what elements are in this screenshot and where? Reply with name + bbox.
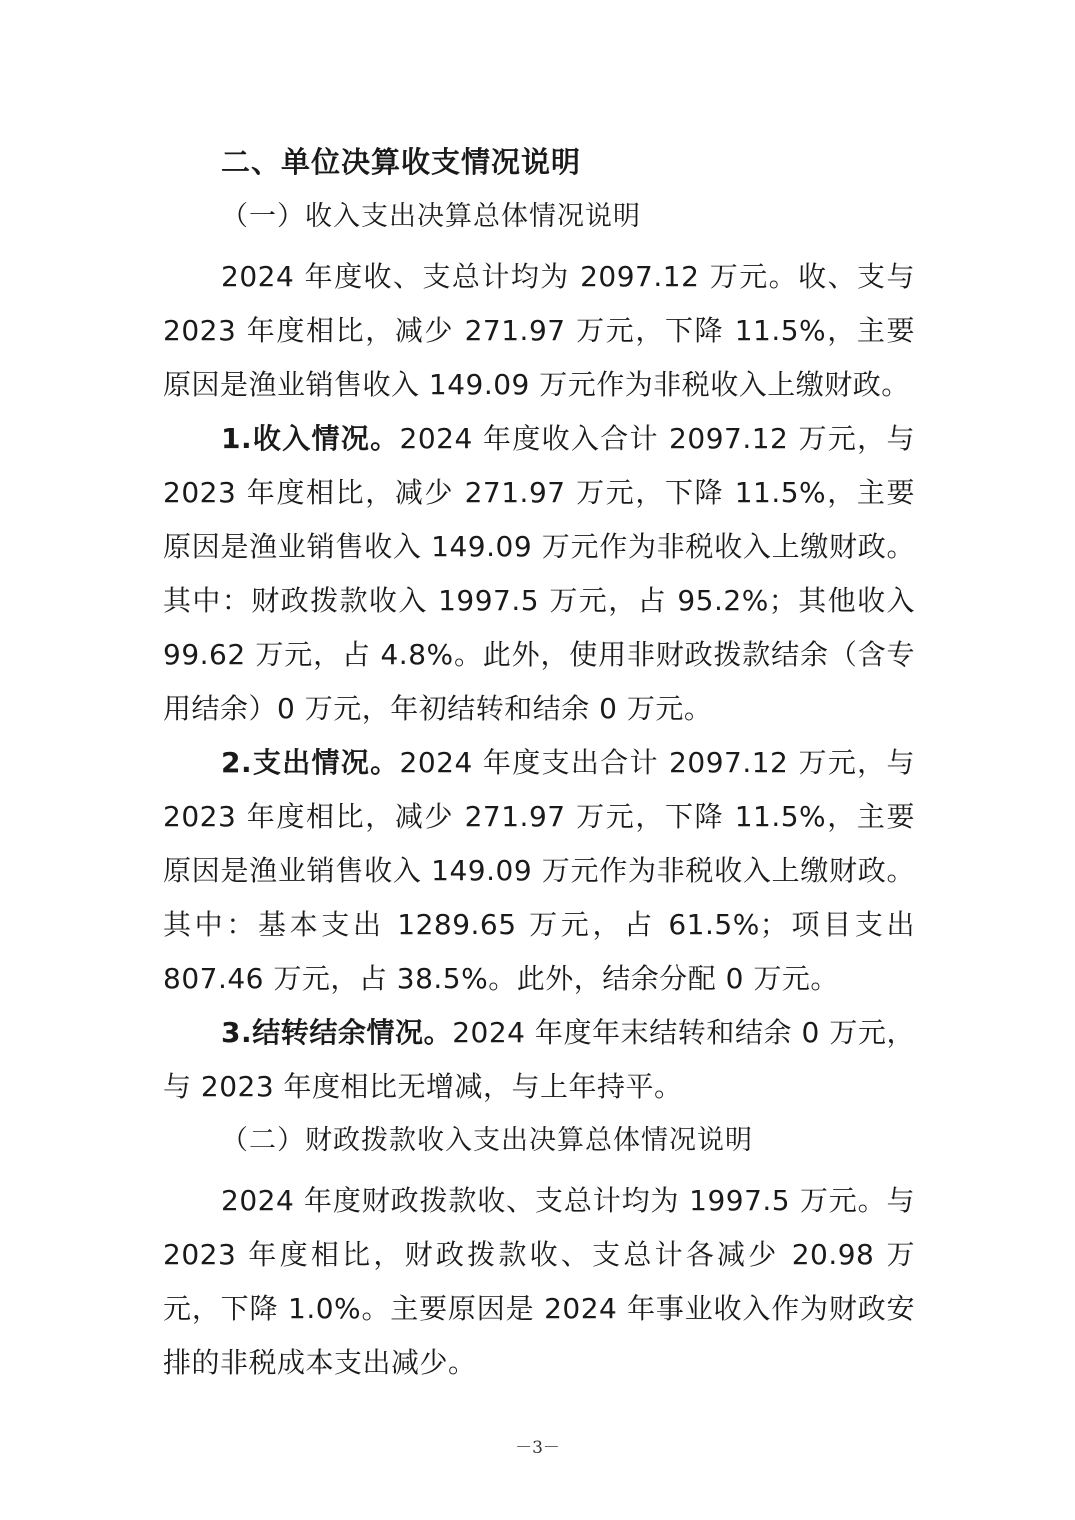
expense-text: 2024 年度支出合计 2097.12 万元，与 2023 年度相比，减少 271.97 万元，下降 11.5%，主要原因是渔业销售收入 149.09 万元作为非税收入上缴财政。其中：基本支出 1289.65 万元，占 61.5%；项目支出 807.46 万元，占 38.5%。此外，结余分配 0 万元。 [163, 746, 915, 995]
income-lead: 1.收入情况。 [221, 422, 400, 455]
paragraph-income [163, 412, 915, 736]
paragraph-fiscal: 2024 年度财政拨款收、支总计均为 1997.5 万元。与 2023 年度相比，财政拨款收、支总计各减少 20.98 万元，下降 1.0%。主要原因是 2024 年事业收入作为财政安排的非税成本支出减少。 [163, 1184, 915, 1379]
paragraph-expense [163, 736, 915, 1006]
subsection-title-1: （一）收入支出决算总体情况说明 [221, 201, 641, 232]
income-text: 2024 年度收入合计 2097.12 万元，与 2023 年度相比，减少 271.97 万元，下降 11.5%，主要原因是渔业销售收入 149.09 万元作为非税收入上缴财政。其中：财政拨款收入 1997.5 万元，占 95.2%；其他收入 99.62 万元，占 4.8%。此外，使用非财政拨款结余（含专用结余）0 万元，年初结转和结余 0 万元。 [163, 422, 915, 725]
page-number: －3－ [515, 1438, 560, 1458]
document-body [163, 140, 915, 1390]
expense-lead: 2.支出情况。 [221, 746, 400, 779]
section-title: 二、单位决算收支情况说明 [221, 145, 582, 179]
paragraph-carryover [163, 1006, 915, 1114]
paragraph-overview: 2024 年度收、支总计均为 2097.12 万元。收、支与 2023 年度相比，减少 271.97 万元，下降 11.5%，主要原因是渔业销售收入 149.09 万元作为非税收入上缴财政。 [163, 260, 915, 401]
carryover-text: 2024 年度年末结转和结余 0 万元，与 2023 年度相比无增减，与上年持平。 [163, 1016, 915, 1103]
carryover-lead: 3.结转结余情况。 [221, 1016, 453, 1049]
subsection-title-2: （二）财政拨款收入支出决算总体情况说明 [221, 1125, 753, 1156]
